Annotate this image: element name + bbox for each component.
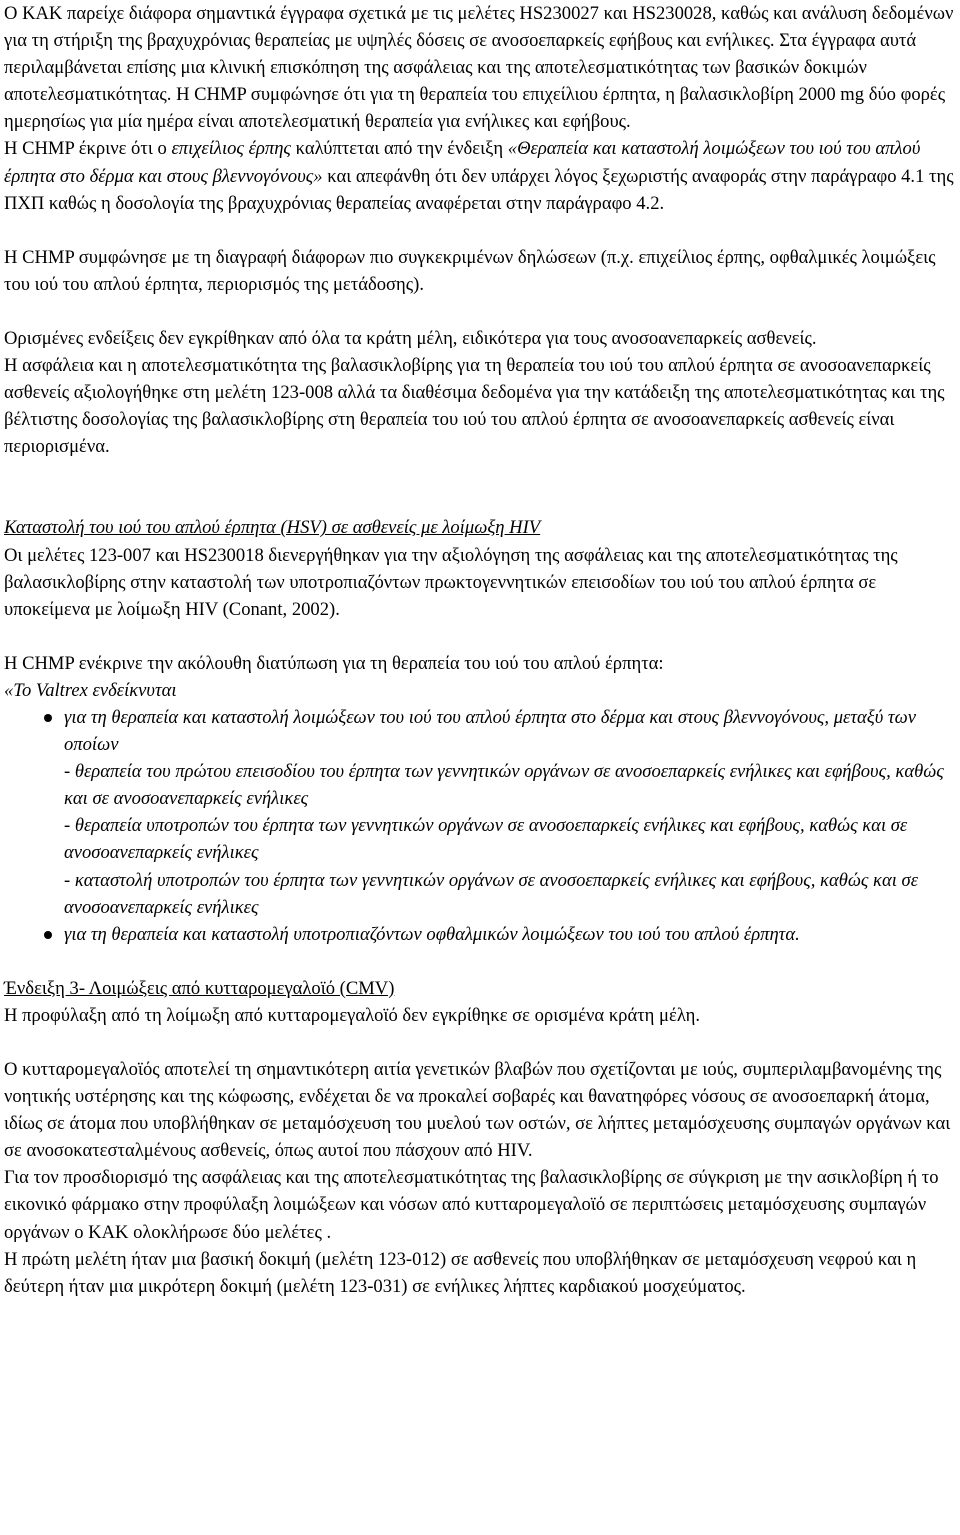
text-run: και απεφάνθη ότι δεν υπάρχει λόγος ξεχωριστής αναφοράς στην παράγραφο 4.1 της ΠΧΠ καθώς η δοσολογία της βραχυχρόνιας θεραπείας αναφέρεται στην παράγραφο 4.2. xyxy=(4,165,954,214)
text-run: καλύπτεται από την ένδειξη xyxy=(290,138,508,160)
bullet-icon xyxy=(44,714,52,722)
section-heading-hsv: Καταστολή του ιού του απλού έρπητα (HSV) σε ασθενείς με λοίμωξη HIV xyxy=(4,517,541,539)
section-heading-cmv: Ένδειξη 3- Λοιμώξεις από κυτταρομεγαλοϊό (CMV) xyxy=(4,977,395,999)
spacer xyxy=(4,460,954,514)
paragraph-kak-documents: Ο ΚΑΚ παρείχε διάφορα σημαντικά έγγραφα σχετικά με τις μελέτες HS230027 και HS230028, καθώς και ανάλυση δεδομένων για τη στήριξη της βραχυχρόνιας θεραπείας με υψηλές δόσεις σε ανοσοεπαρκείς εφήβους και ενήλικες. Στα έγγραφα αυτά περιλαμβάνεται επίσης μια κλινική επισκόπηση της ασφάλειας και της αποτελεσματικότητας των βασικών δοκιμών αποτελεσματικότητας. Η CHMP συμφώνησε ότι για τη θεραπεία του επιχείλιου έρπητα, η βαλασικλοβίρη 2000 mg δύο φορές ημερησίως για μία ημέρα είναι αποτελεσματική θεραπεία για ενήλικες και εφήβους. xyxy=(4,3,954,133)
list-item-text: για τη θεραπεία και καταστολή λοιμώξεων του ιού του απλού έρπητα στο δέρμα και στους βλεννογόνους, μεταξύ των οποίων xyxy=(64,706,916,756)
paragraph-indications-not-approved: Ορισμένες ενδείξεις δεν εγκρίθηκαν από όλα τα κράτη μέλη, ειδικότερα για τους ανοσοανεπαρκείς ασθενείς. xyxy=(4,327,817,349)
paragraph-hiv-studies: Οι μελέτες 123-007 και HS230018 διενεργήθηκαν για την αξιολόγηση της ασφάλειας και της αποτελεσματικότητας της βαλασικλοβίρης στην καταστολή των υποτροπιαζόντων πρωκτογεννητικών επεισοδίων του ιού του απλού έρπητα σε υποκείμενα με λοίμωξη HIV (Conant, 2002). xyxy=(4,544,898,620)
list-item xyxy=(4,704,954,921)
indication-list xyxy=(4,704,954,948)
text-run: Η CHMP έκρινε ότι ο xyxy=(4,138,172,160)
paragraph-cmv-cause: Ο κυτταρομεγαλοϊός αποτελεί τη σημαντικότερη αιτία γενετικών βλαβών που σχετίζονται με ιούς, συμπεριλαμβανομένης της νοητικής υστέρησης και της κώφωσης, ενδέχεται δε να προκαλεί σοβαρές και θανατηφόρες νόσους σε ανοσοεπαρκή άτομα, ιδίως σε άτομα που υποβλήθηκαν σε μεταμόσχευση του μυελού των οστών, σε λήπτες μεταμόσχευσης συμπαγών οργάνων και σε ανοσοκατεσταλμένους ασθενείς, όπως αυτοί που πάσχουν από HIV. xyxy=(4,1059,951,1162)
text-run-italic: «Θεραπεία και καταστολή λοιμώξεων του ιού του απλού έρπητα στο δέρμα και στους βλεννογόνους» xyxy=(4,138,921,187)
list-item-text: για τη θεραπεία και καταστολή υποτροπιαζόντων οφθαλμικών λοιμώξεων του ιού του απλού έρπητα. xyxy=(64,923,800,945)
paragraph-chmp-wording: Η CHMP ενέκρινε την ακόλουθη διατύπωση για τη θεραπεία του ιού του απλού έρπητα: xyxy=(4,652,664,674)
quote-intro: «Το Valtrex ενδείκνυται xyxy=(4,679,177,701)
spacer xyxy=(4,217,954,244)
list-subitem: - θεραπεία υποτροπών του έρπητα των γεννητικών οργάνων σε ανοσοεπαρκείς ενήλικες και εφήβους, καθώς και σε ανοσοανεπαρκείς ενήλικες xyxy=(64,815,908,864)
paragraph-chmp-herpes-labialis xyxy=(4,135,954,216)
spacer xyxy=(4,1029,954,1056)
paragraph-cmv-prophylaxis: Η προφύλαξη από τη λοίμωξη από κυτταρομεγαλοϊό δεν εγκρίθηκε σε ορισμένα κράτη μέλη. xyxy=(4,1004,701,1026)
spacer xyxy=(4,948,954,975)
paragraph-safety-efficacy: Η ασφάλεια και η αποτελεσματικότητα της βαλασικλοβίρης για τη θεραπεία του ιού του απλού έρπητα σε ανοσοανεπαρκείς ασθενείς αξιολογήθηκε στη μελέτη 123-008 αλλά τα διαθέσιμα δεδομένα για την κατάδειξη της αποτελεσματικότητας και της βέλτιστης δοσολογίας της βαλασικλοβίρης στη θεραπεία του ιού του απλού έρπητα σε ανοσοανεπαρκείς ασθενείς είναι περιορισμένα. xyxy=(4,355,945,458)
spacer xyxy=(4,298,954,325)
list-subitem: - θεραπεία του πρώτου επεισοδίου του έρπητα των γεννητικών οργάνων σε ανοσοεπαρκείς ενήλικες και εφήβους, καθώς και σε ανοσοανεπαρκείς ενήλικες xyxy=(64,761,944,810)
paragraph-cmv-studies: Για τον προσδιορισμό της ασφάλειας και της αποτελεσματικότητας της βαλασικλοβίρης σε σύγκριση με την ασικλοβίρη ή το εικονικό φάρμακο στην προφύλαξη λοιμώξεων και νόσων από κυτταρομεγαλοϊό σε περιπτώσεις μεταμόσχευσης συμπαγών οργάνων ο ΚΑΚ ολοκλήρωσε δύο μελέτες . xyxy=(4,1167,939,1243)
paragraph-chmp-deletions: Η CHMP συμφώνησε με τη διαγραφή διάφορων πιο συγκεκριμένων δηλώσεων (π.χ. επιχείλιος έρπης, οφθαλμικές λοιμώξεις του ιού του απλού έρπητα, περιορισμός της μετάδοσης). xyxy=(4,246,936,295)
paragraph-first-study: Η πρώτη μελέτη ήταν μια βασική δοκιμή (μελέτη 123-012) σε ασθενείς που υποβλήθηκαν σε μεταμόσχευση νεφρού και η δεύτερη ήταν μια μικρότερη δοκιμή (μελέτη 123-031) σε ενήλικες λήπτες καρδιακού μοσχεύματος. xyxy=(4,1248,917,1297)
spacer xyxy=(4,623,954,650)
list-item xyxy=(4,921,954,948)
bullet-icon xyxy=(44,931,52,939)
list-subitem: - καταστολή υποτροπών του έρπητα των γεννητικών οργάνων σε ανοσοεπαρκείς ενήλικες και εφήβους, καθώς και σε ανοσοανεπαρκείς ενήλικες xyxy=(64,869,919,918)
text-run-italic: επιχείλιος έρπης xyxy=(171,138,291,160)
